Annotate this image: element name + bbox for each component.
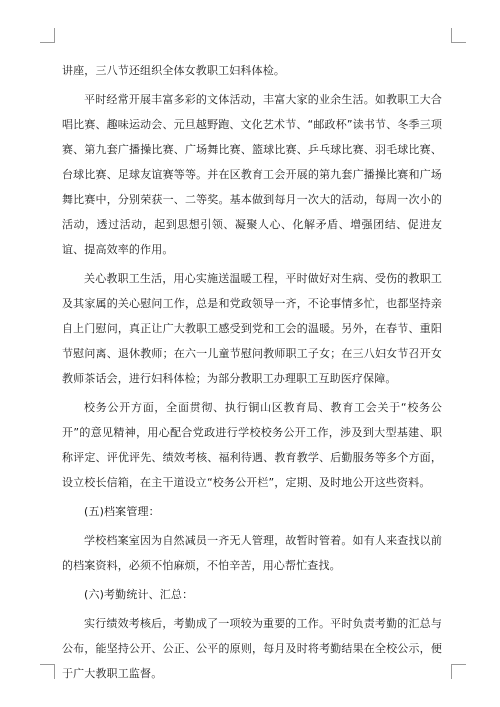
section-heading-attendance: (六)考勤统计、汇总： xyxy=(84,588,194,601)
paragraph-cultural-activities: 平时经常开展丰富多彩的文体活动，丰富大家的业余生活。如教职工大合唱比赛、趣味运动会、元旦越野跑、文化艺术节、“邮政杯”读书节、冬季三项赛、第九套广播操比赛、广场舞比赛、篮球比赛、乒乓球比赛、羽毛球比赛、台球比赛、足球友谊赛等等。并在区教育工会开展的第九套广播操比赛和广场舞比赛中，分别荣获一、二等奖。基本做到每月一次大的活动，每周一次小的活动，透过活动，起到思想引领、凝聚人心、化解矛盾、增强团结、促进友谊、提高效率的作用。 xyxy=(62,93,442,256)
crop-mark-top-right xyxy=(451,28,466,43)
document-body xyxy=(62,58,442,690)
paragraph-archives: 学校档案室因为自然减员一齐无人管理，故暂时管着。如有人来查找以前的档案资料，必须不怕麻烦，不怕辛苦，用心帮忙查找。 xyxy=(62,534,442,572)
paragraph-attendance: 实行绩效考核后，考勤成了一项较为重要的工作。平时负责考勤的汇总与公布，能坚持公开、公正、公平的原则，每月及时将考勤结果在全校公示，便于广大教职工监督。 xyxy=(62,617,442,680)
section-heading-archives: (五)档案管理： xyxy=(84,505,160,518)
paragraph-school-affairs-disclosure: 校务公开方面，全面贯彻、执行铜山区教育局、教育工会关于“校务公开”的意见精神，用心配合党政进行学校校务公开工作，涉及到大型基建、职称评定、评优评先、绩效考核、福利待遇、教育教学、后勤服务等多个方面，设立校长信箱，在主干道设立“校务公开栏”，定期、及时地公开这些资料。 xyxy=(62,401,442,489)
paragraph-continuation: 讲座，三八节还组织全体女教职工妇科体检。 xyxy=(62,64,285,77)
crop-mark-bottom-left xyxy=(40,664,55,679)
crop-mark-top-left xyxy=(40,28,55,43)
paragraph-staff-care: 关心教职工生活，用心实施送温暖工程，平时做好对生病、受伤的教职工及其家属的关心慰问工作，总是和党政领导一齐，不论事情多忙，也都坚持亲自上门慰问，真正让广大教职工感受到党和工会的温暖。另外，在春节、重阳节慰问离、退休教师；在六一儿童节慰问教师职工子女；在三八妇女节召开女教师茶话会，进行妇科体检；为部分教职工办理职工互助医疗保障。 xyxy=(62,272,442,385)
crop-mark-bottom-right xyxy=(451,664,466,679)
